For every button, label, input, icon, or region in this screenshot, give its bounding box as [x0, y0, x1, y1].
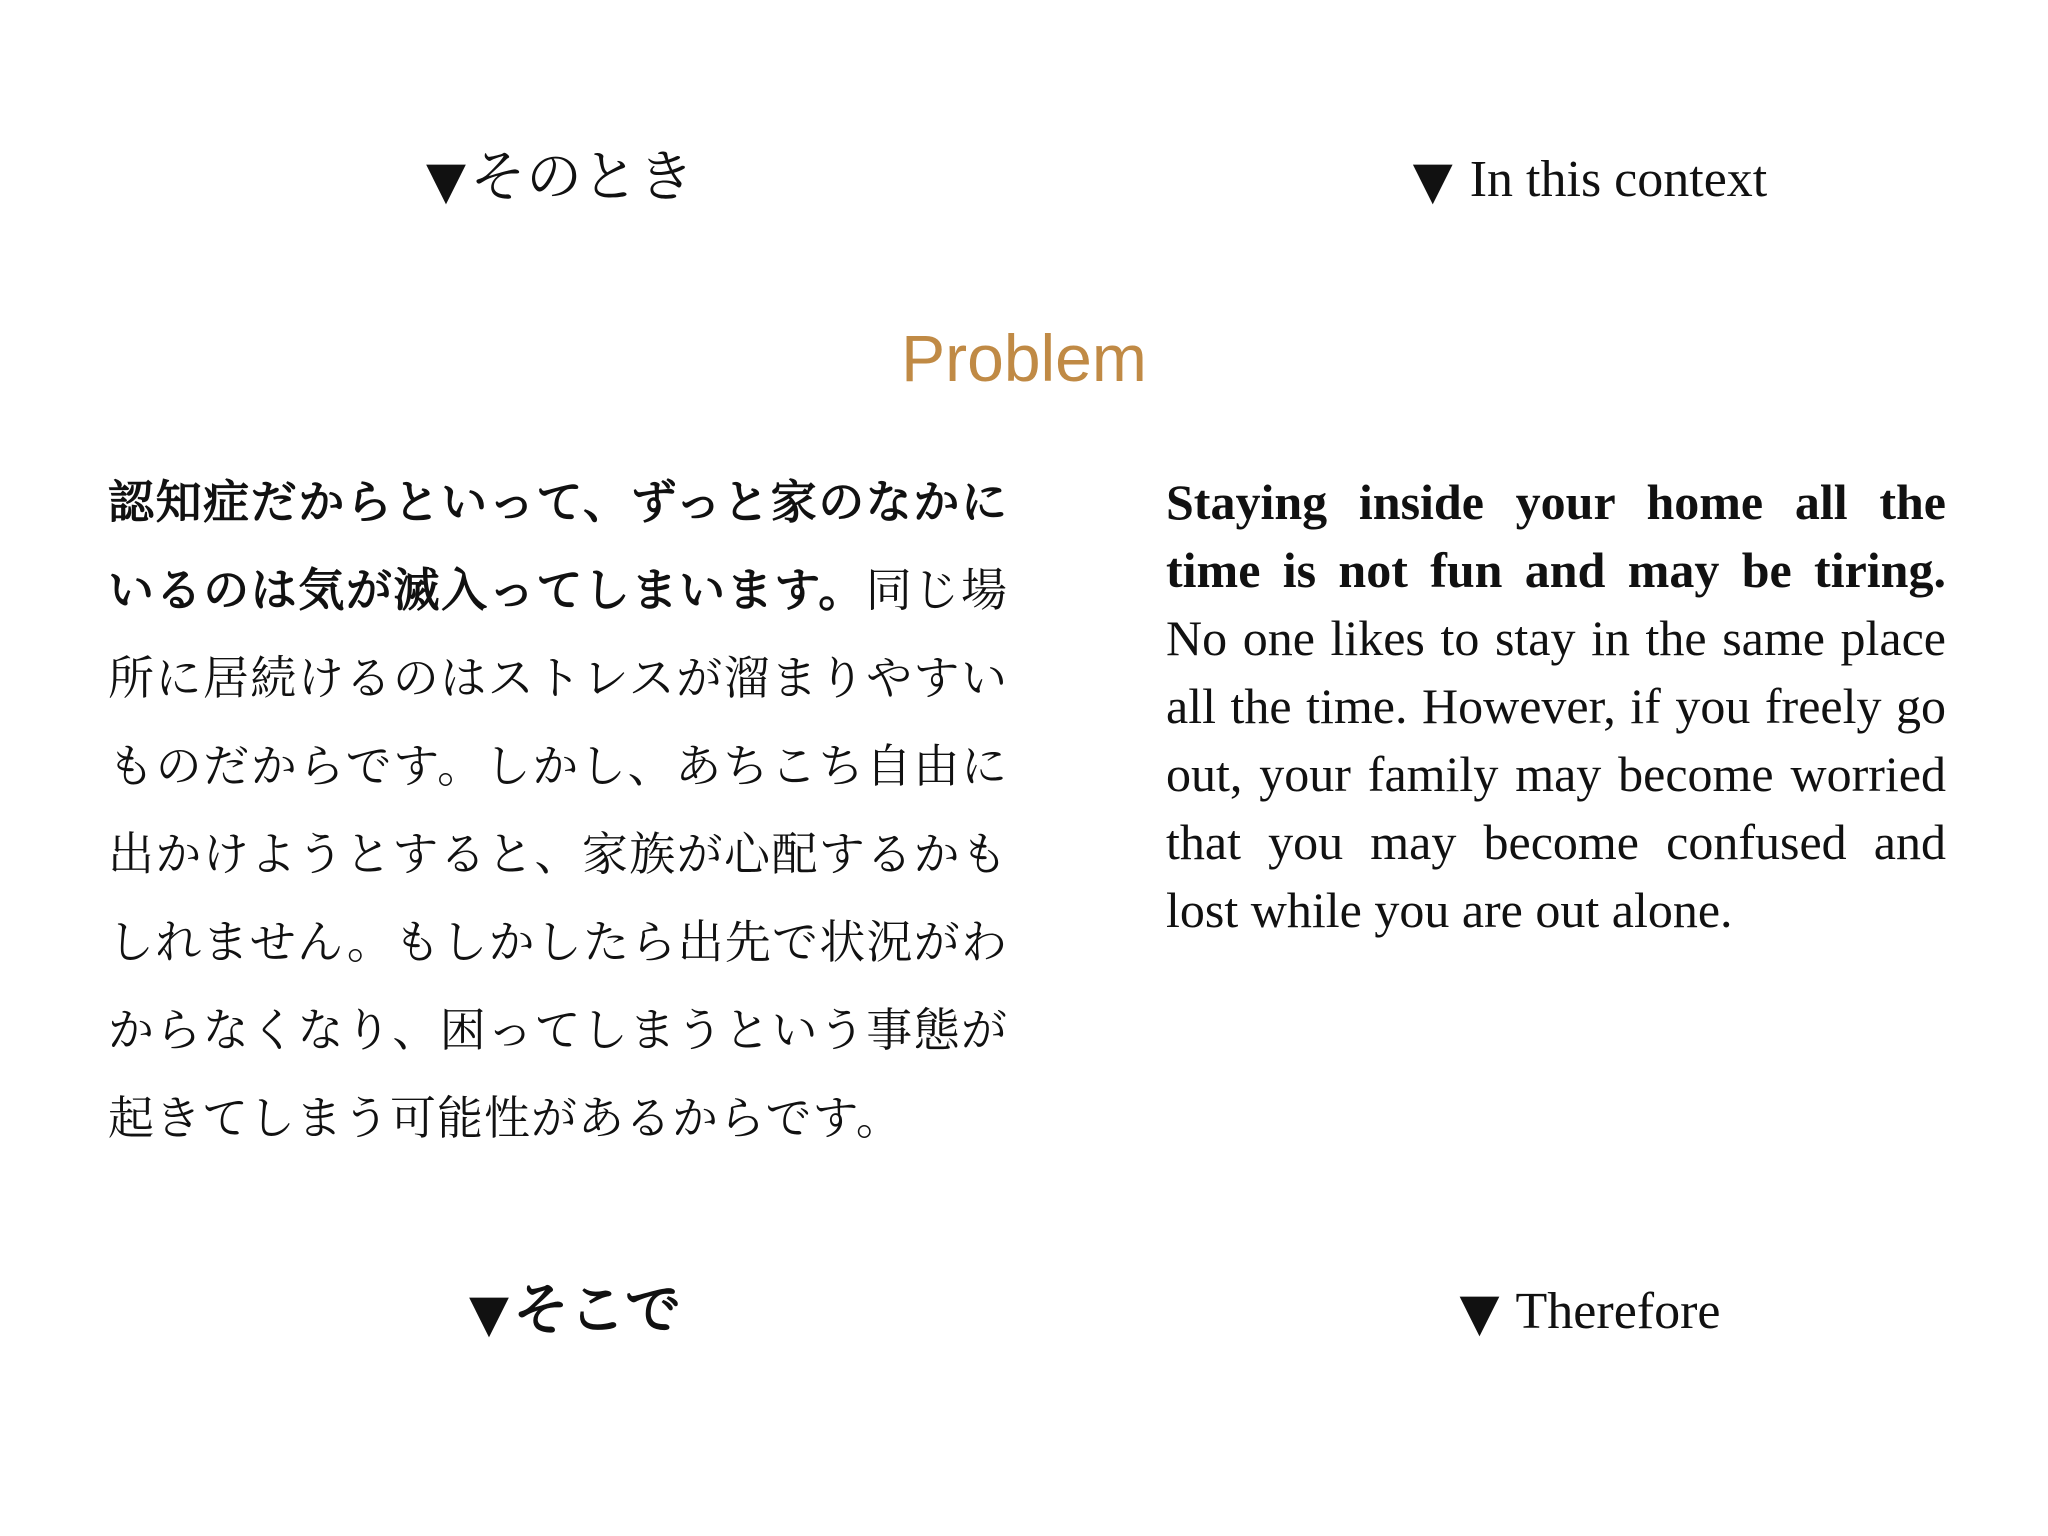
triangle-down-icon: ▼: [1412, 151, 1453, 211]
section-title: Problem: [901, 321, 1147, 395]
heading-therefore-en-label: Therefore: [1515, 1283, 1721, 1340]
triangle-down-icon: ▼: [469, 1284, 509, 1344]
heading-therefore-ja: [225, 1277, 925, 1344]
heading-context-ja-label: そのとき: [470, 145, 694, 210]
triangle-down-icon: ▼: [1459, 1283, 1500, 1343]
heading-therefore-en: [1240, 1282, 1940, 1343]
body-text-en: [1166, 468, 1946, 944]
heading-context-en-label: In this context: [1469, 151, 1768, 208]
body-en-bold: Staying inside your home all the time is not fun and may be tiring.: [1166, 474, 1946, 598]
body-en-rest: No one likes to stay in the same place all the time. However, if you freely go out, your family may become worried that you may become confused and lost while you are out alone.: [1166, 610, 1946, 938]
heading-context-en: [1240, 150, 1940, 211]
triangle-down-icon: ▼: [426, 151, 466, 211]
body-ja-bold: 認知症だからといって、ずっと家のなかにいるのは気が滅入ってしまいます。: [108, 475, 1008, 617]
body-text-ja: [108, 458, 1008, 1162]
heading-context-ja: [210, 145, 910, 211]
body-ja-rest: 同じ場所に居続けるのはストレスが溜まりやすいものだからです。しかし、あちこち自由に出かけようとすると、家族が心配するかもしれません。もしかしたら出先で状況がわからなくなり、困ってしまうという事態が起きてしまう可能性があるからです。: [108, 563, 1008, 1145]
heading-therefore-ja-label: そこで: [513, 1277, 681, 1343]
